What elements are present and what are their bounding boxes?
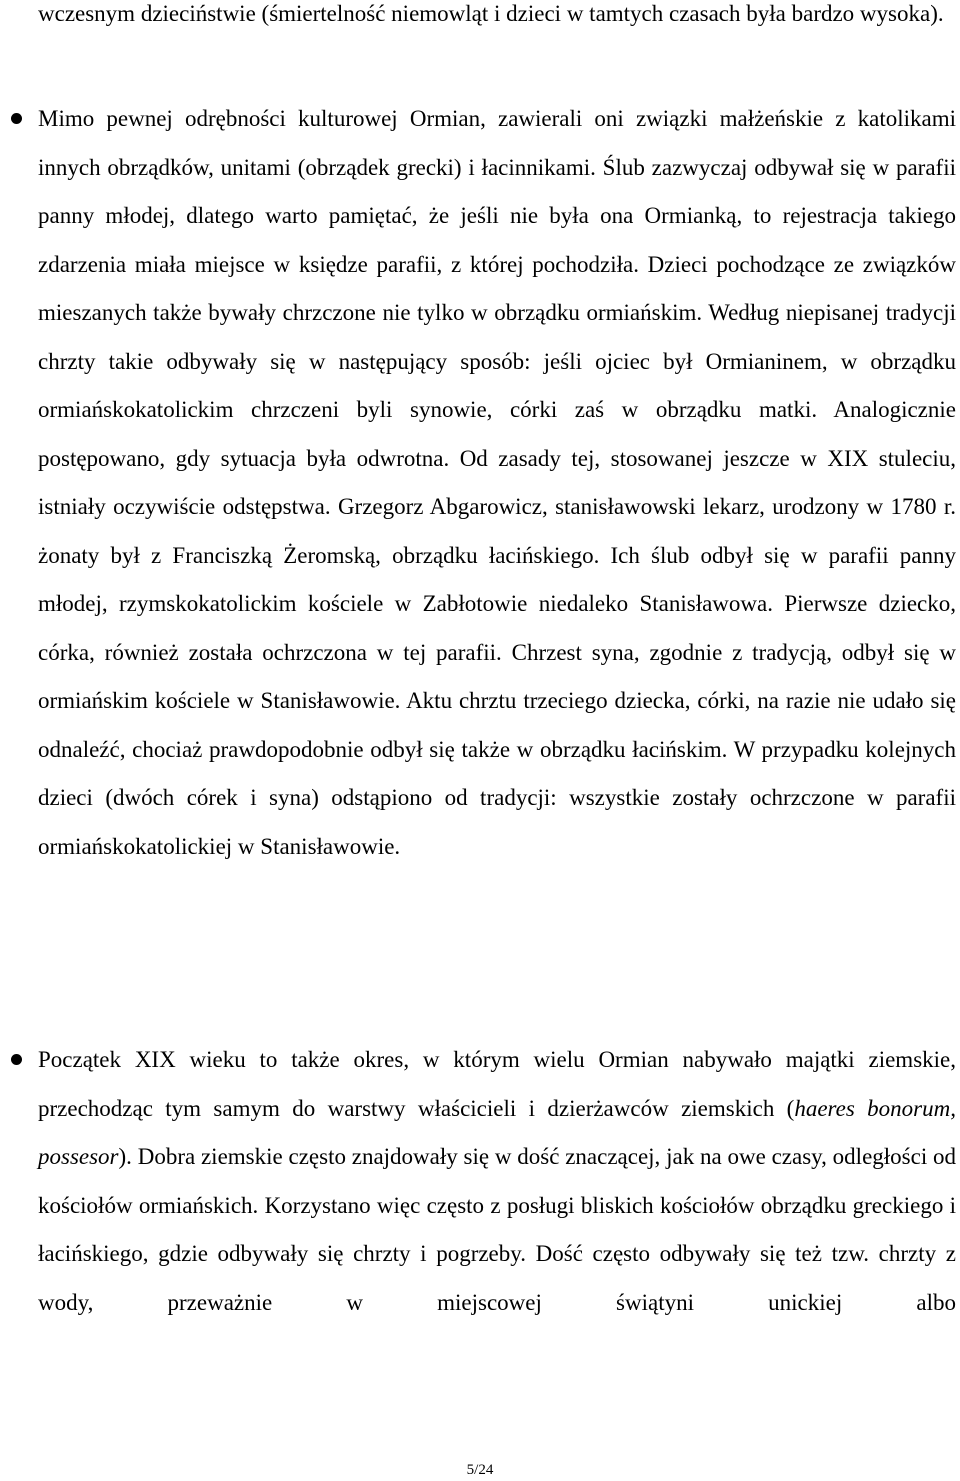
paragraph-estates-text-1: Początek XIX wieku to także okres, w którym wielu Ormian nabywało majątki ziemskie, przechodząc tym samym do warstwy właścicieli i dzierżawców ziemskich (: [38, 1047, 956, 1121]
paragraph-continuation: wczesnym dzieciństwie (śmiertelność niemowląt i dzieci w tamtych czasach była bardzo wysoka).: [38, 1, 944, 26]
paragraph-marriage: Mimo pewnej odrębności kulturowej Ormian, zawierali oni związki małżeńskie z katolikami innych obrządków, unitami (obrządek grecki) i łacinnikami. Ślub zazwyczaj odbywał się w parafii panny młodej, dlatego warto pamiętać, że jeśli nie była ona Ormianką, to rejestracja takiego zdarzenia miała miejsce w księdze parafii, z której pochodziła. Dzieci pochodzące ze związków mieszanych także bywały chrzczone nie tylko w obrządku ormiańskim. Według niepisanej tradycji chrzty takie odbywały się w następujący sposób: jeśli ojciec był Ormianinem, w obrządku ormiańskokatolickim chrzczeni byli synowie, córki zaś w obrządku matki. Analogicznie postępowano, gdy sytuacja była odwrotna. Od zasady tej, stosowanej jeszcze w XIX stuleciu, istniały oczywiście odstępstwa. Grzegorz Abgarowicz, stanisławowski lekarz, urodzony w 1780 r. żonaty był z Franciszką Żeromską, obrządku łacińskiego. Ich ślub odbył się w parafii panny młodej, rzymskokatolickim kościele w Zabłotowie niedaleko Stanisławowa. Pierwsze dziecko, córka, również została ochrzczona w tej parafii. Chrzest syna, zgodnie z tradycją, odbył się w ormiańskim kościele w Stanisławowie. Aktu chrztu trzeciego dziecka, córki, na razie nie udało się odnaleźć, chociaż prawdopodobnie odbył się także w obrządku łacińskim. W przypadku kolejnych dzieci (dwóch córek i syna) odstąpiono od tradycji: wszystkie zostały ochrzczone w parafii ormiańskokatolickiej w Stanisławowie.: [38, 106, 956, 859]
page-number: 5/24: [466, 1462, 494, 1478]
latin-term: haeres bonorum, possesor: [38, 1095, 956, 1169]
bullet-icon: [11, 113, 22, 124]
bullet-icon: [11, 1054, 22, 1065]
paragraph-estates-text-2: ). Dobra ziemskie często znajdowały się w dość znaczącej, jak na owe czasy, odległości od kościołów ormiańskich. Korzystano więc często z posługi bliskich kościołów obrządku greckiego i łacińskiego, gdzie odbywały się chrzty i pogrzeby. Dość często odbywały się też tzw. chrzty z wody, przeważnie w miejscowej świątyni unickiej albo: [38, 1144, 956, 1315]
paragraph-estates: [38, 1036, 956, 1327]
